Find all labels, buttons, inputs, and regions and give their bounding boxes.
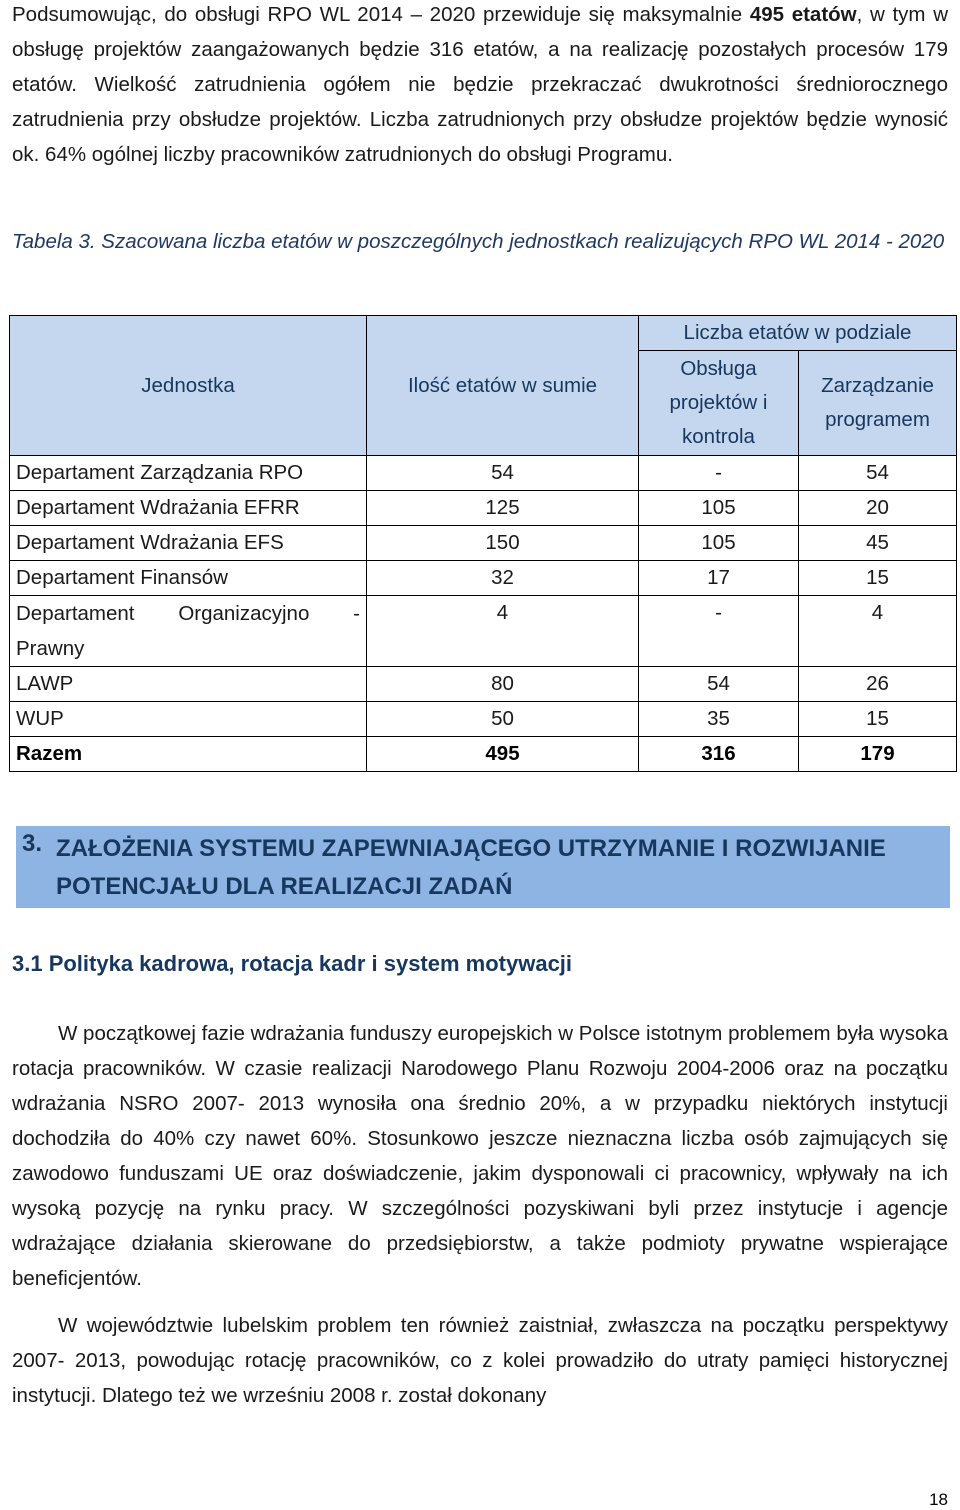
cell-management: 15 [799, 561, 957, 596]
cell-total: 125 [367, 491, 639, 526]
intro-paragraph [12, 0, 948, 172]
header-management: Zarządzanie programem [799, 351, 957, 456]
header-unit: Jednostka [10, 316, 367, 456]
cell-management: 20 [799, 491, 957, 526]
page-number: 18 [929, 1490, 948, 1509]
intro-text-2: Liczba zatrudnionych przy obsłudze projektów będzie wynosić ok. 64% ogólnej liczby pracowników zatrudnionych do obsługi Programu. [12, 108, 948, 166]
cell-unit: Departament Wdrażania EFRR [10, 491, 367, 526]
cell-projects: 105 [639, 491, 799, 526]
table-total-row [10, 737, 957, 772]
cell-projects: 54 [639, 667, 799, 702]
cell-management: 26 [799, 667, 957, 702]
table-row [10, 526, 957, 561]
header-total: Ilość etatów w sumie [367, 316, 639, 456]
cell-total: 54 [367, 456, 639, 491]
staffing-table [9, 315, 957, 772]
cell-projects: 105 [639, 526, 799, 561]
cell-total: 495 [367, 737, 639, 772]
section-title: ZAŁOŻENIA SYSTEMU ZAPEWNIAJĄCEGO UTRZYMANIE I ROZWIJANIE POTENCJAŁU DLA REALIZACJI ZADAŃ [56, 835, 886, 900]
intro-text-rest: , w tym w obsługę projektów zaangażowanych będzie 316 etatów, a na realizację pozostałych procesów 179 etatów. Wielkość zatrudnienia ogółem nie będzie przekraczać dwukrotności średniorocznego zatrudnienia przy obsłudze projektów. [12, 3, 948, 131]
cell-projects: 316 [639, 737, 799, 772]
cell-total: 150 [367, 526, 639, 561]
table-row [10, 596, 957, 667]
cell-unit: WUP [10, 702, 367, 737]
table-caption: Tabela 3. Szacowana liczba etatów w poszczególnych jednostkach realizujących RPO WL 2014 - 2020 [12, 230, 945, 253]
table-row [10, 561, 957, 596]
cell-total: 32 [367, 561, 639, 596]
section-number: 3. [22, 830, 43, 857]
cell-management: 45 [799, 526, 957, 561]
cell-unit-line-1: Departament Organizacyjno - [16, 602, 360, 625]
table-row [10, 667, 957, 702]
cell-projects: 17 [639, 561, 799, 596]
cell-projects: - [639, 596, 799, 667]
subsection-heading: 3.1 Polityka kadrowa, rotacja kadr i system motywacji [12, 951, 573, 976]
cell-unit: Departament Zarządzania RPO [10, 456, 367, 491]
cell-management: 54 [799, 456, 957, 491]
cell-management: 179 [799, 737, 957, 772]
cell-unit: Departament Wdrażania EFS [10, 526, 367, 561]
intro-text: Podsumowując, do obsługi RPO WL 2014 – 2020 przewiduje się maksymalnie [12, 3, 750, 26]
cell-management: 15 [799, 702, 957, 737]
body-text-2: W województwie lubelskim problem ten również zaistniał, zwłaszcza na początku perspektywy 2007- 2013, powodując rotację pracowników, co z kolei prowadziło do utraty pamięci historycznej instytucji. Dlatego też we wrześniu 2008 r. został dokonany [12, 1314, 948, 1407]
cell-unit: Razem [10, 737, 367, 772]
cell-projects: - [639, 456, 799, 491]
body-paragraph-2 [12, 1308, 948, 1413]
header-projects: Obsługa projektów i kontrola [639, 351, 799, 456]
cell-unit: LAWP [10, 667, 367, 702]
table-row [10, 491, 957, 526]
intro-bold: 495 etatów [749, 3, 857, 26]
cell-unit [10, 596, 367, 667]
cell-total: 50 [367, 702, 639, 737]
cell-unit: Departament Finansów [10, 561, 367, 596]
cell-unit-line-2: Prawny [16, 637, 85, 660]
section-heading [16, 826, 950, 908]
cell-total: 4 [367, 596, 639, 667]
header-breakdown: Liczba etatów w podziale [639, 316, 957, 351]
body-text-1: W początkowej fazie wdrażania funduszy europejskich w Polsce istotnym problemem była wysoka rotacja pracowników. W czasie realizacji Narodowego Planu Rozwoju 2004-2006 oraz na początku wdrażania NSRO 2007- 2013 wynosiła ona średnio 20%, a w przypadku niektórych instytucji dochodziła do 40% czy nawet 60%. Stosunkowo jeszcze nieznaczna liczba osób zajmujących się zawodowo funduszami UE oraz doświadczenie, jakim dysponowali ci pracownicy, wpływały na ich wysoką pozycję na rynku pracy. W szczególności pozyskiwani byli przez instytucje i agencje wdrażające działania skierowane do przedsiębiorstw, a także podmioty prywatne wspierające beneficjentów. [12, 1022, 948, 1290]
cell-management: 4 [799, 596, 957, 667]
table-row [10, 456, 957, 491]
body-paragraph-1 [12, 1016, 948, 1296]
cell-projects: 35 [639, 702, 799, 737]
cell-total: 80 [367, 667, 639, 702]
table-row [10, 702, 957, 737]
